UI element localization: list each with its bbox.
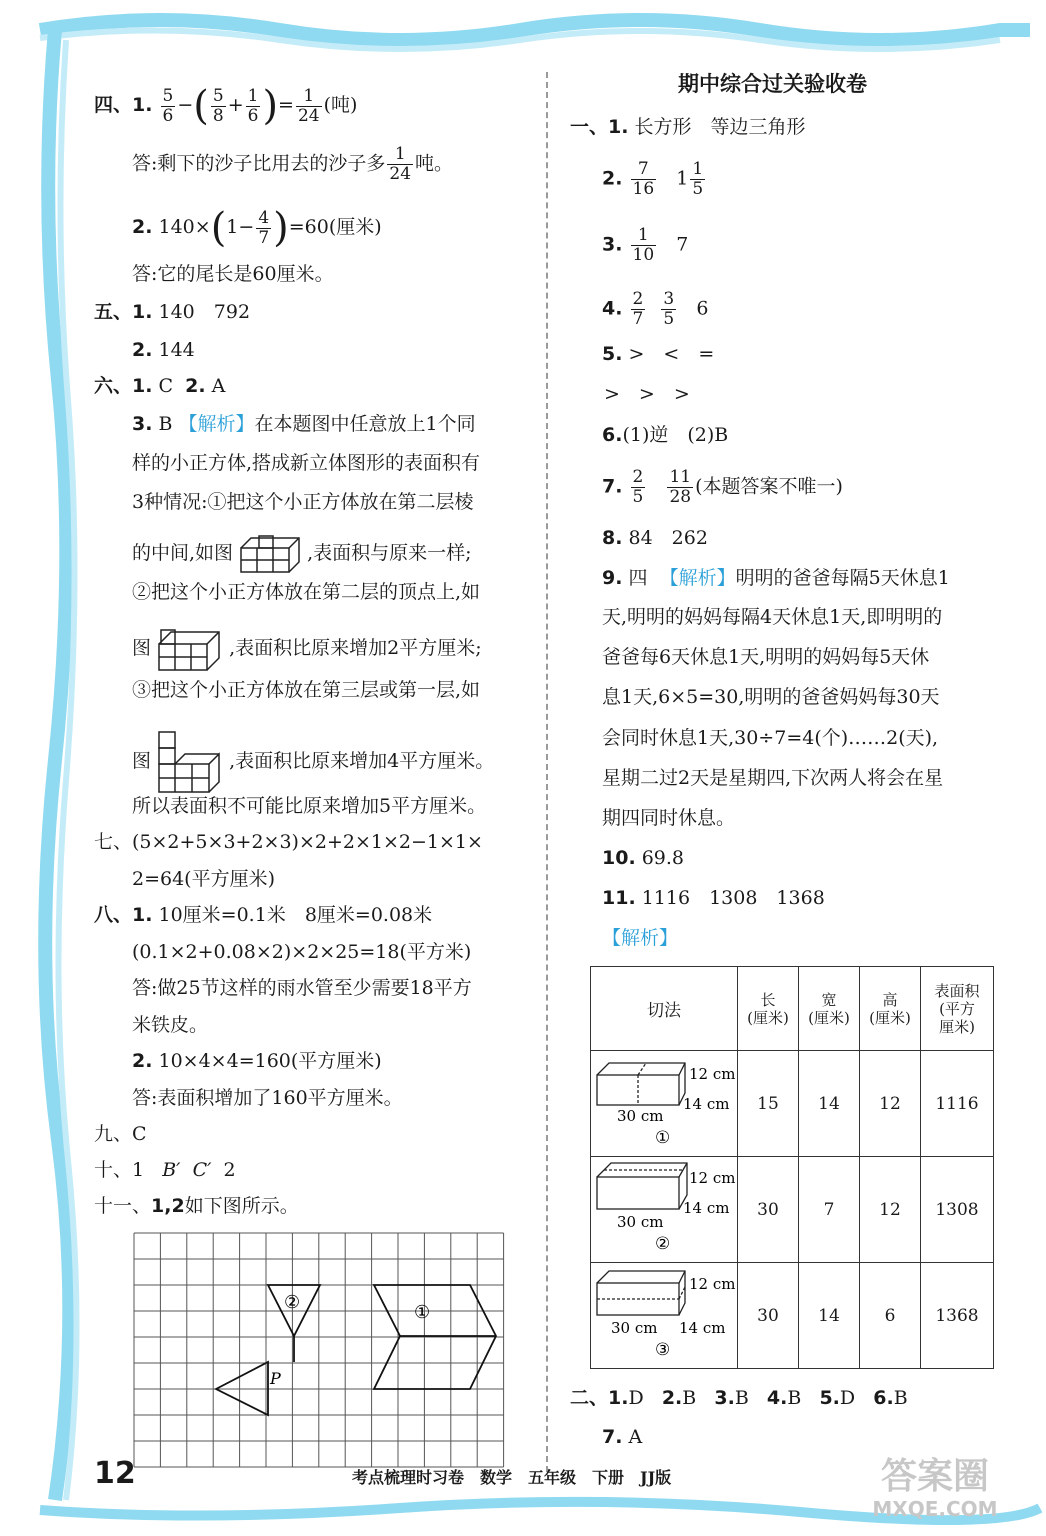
r-q5-row2: > > > <box>604 383 690 405</box>
r-s2-line2: 7. A <box>602 1426 643 1448</box>
r-q9-line1: 9. 四 【解析】明明的爸爸每隔5天休息1 <box>602 567 950 589</box>
r-q11-tag: 【解析】 <box>602 927 679 949</box>
svg-text:①: ① <box>655 1128 671 1148</box>
s6-line7: ③把这个小正方体放在第三层或第一层,如 <box>132 679 481 701</box>
cell-height: 12 <box>860 1051 921 1157</box>
s6-line8: 图 ,表面积比原来增加4平方厘米。 <box>132 730 494 794</box>
r-q9-line3: 爸爸每6天休息1天,明明的妈妈每5天休 <box>602 646 930 668</box>
s4-answer1: 答:剩下的沙子比用去的沙子多 $\frac{1}{24}$ 吨。 <box>132 144 454 184</box>
s8-answer2: 答:表面积增加了160平方厘米。 <box>132 1087 403 1109</box>
cell-area: 1368 <box>921 1263 994 1369</box>
cube-figure-2 <box>157 626 223 672</box>
header-width: 宽 (厘米) <box>799 967 860 1051</box>
cube-figure-1 <box>239 534 301 574</box>
r-q9-line5: 会同时休息1天,30÷7=4(个)……2(天), <box>602 727 939 749</box>
s8-line1: 八、1. 10厘米=0.1米 8厘米=0.08米 <box>94 904 433 926</box>
column-divider <box>546 72 548 1472</box>
transformation-grid <box>132 1232 508 1468</box>
svg-text:30 cm: 30 cm <box>617 1107 664 1125</box>
table-row <box>591 1157 994 1263</box>
cell-width: 14 <box>799 1051 860 1157</box>
cut-figure-3 <box>591 1263 738 1369</box>
cell-width: 14 <box>799 1263 860 1369</box>
r-q7: 7. $\frac{2}{5}$ $\frac{11}{28}$ (本题答案不唯一) <box>602 467 843 507</box>
svg-text:③: ③ <box>655 1340 671 1360</box>
s5-q1: 五、1. 140 792 <box>94 301 251 323</box>
table-row <box>591 1263 994 1369</box>
s8-line3: 答:做25节这样的雨水管至少需要18平方 <box>132 977 472 999</box>
r-q4: 4. $\frac{2}{7}$ $\frac{3}{5}$ 6 <box>602 289 709 329</box>
s6-line2: 样的小正方体,搭成新立体图形的表面积有 <box>132 452 481 474</box>
header-height: 高 (厘米) <box>860 967 921 1051</box>
cell-height: 12 <box>860 1157 921 1263</box>
cell-area: 1116 <box>921 1051 994 1157</box>
r-q9-line2: 天,明明的妈妈每隔4天休息1天,即明明的 <box>602 606 943 628</box>
r-q2: 2. $\frac{7}{16}$ 1 $\frac{1}{5}$ <box>602 159 704 199</box>
s10: 十、1 B′ C′ 2 <box>94 1159 236 1181</box>
page-title: 期中综合过关验收卷 <box>678 72 867 96</box>
svg-text:12 cm: 12 cm <box>689 1065 736 1083</box>
r-q8: 8. 84 262 <box>602 527 708 549</box>
s6-line3: 3种情况:①把这个小正方体放在第二层棱 <box>132 491 474 513</box>
s8-q2: 2. 10×4×4=160(平方厘米) <box>132 1050 382 1072</box>
cube-figure-3 <box>157 730 223 794</box>
r-q3: 3. $\frac{1}{10}$ 7 <box>602 225 689 265</box>
svg-text:30 cm: 30 cm <box>617 1213 664 1231</box>
s9: 九、C <box>94 1123 147 1145</box>
r-q6: 6.(1)逆 (2)B <box>602 424 729 446</box>
header-cut: 切法 <box>591 967 738 1051</box>
r-q5-row1: 5. > < = <box>602 343 715 365</box>
footer-book-title: 考点梳理时习卷 数学 五年级 下册 JJ版 <box>352 1468 672 1487</box>
s8-line4: 米铁皮。 <box>132 1014 209 1036</box>
point-p-label: P <box>270 1369 281 1388</box>
cell-width: 7 <box>799 1157 860 1263</box>
page-number: 12 <box>94 1456 136 1491</box>
svg-text:14 cm: 14 cm <box>683 1199 730 1217</box>
svg-text:12 cm: 12 cm <box>689 1169 736 1187</box>
table-row <box>591 1051 994 1157</box>
header-area: 表面积 (平方 厘米) <box>921 967 994 1051</box>
s7-line2: 2=64(平方厘米) <box>132 868 276 890</box>
s11: 十一、1,2如下图所示。 <box>94 1195 299 1217</box>
cell-area: 1308 <box>921 1157 994 1263</box>
cut-figure-1 <box>591 1051 738 1157</box>
table-header-row <box>591 967 994 1051</box>
s6-line4: 的中间,如图 ,表面积与原来一样; <box>132 534 472 574</box>
s4-q2-line: 2. 140×(1− $\frac{4}{7}$ )=60(厘米) <box>132 205 382 251</box>
r-q9-line4: 息1天,6×5=30,明明的爸爸妈妈每30天 <box>602 686 940 708</box>
r-s2-line1: 二、1.D 2.B 3.B 4.B 5.D 6.B <box>570 1387 908 1409</box>
s6-line9: 所以表面积不可能比原来增加5平方厘米。 <box>132 795 487 817</box>
cell-length: 30 <box>738 1157 799 1263</box>
s6-line5: ②把这个小正方体放在第二层的顶点上,如 <box>132 581 481 603</box>
r-q10: 10. 69.8 <box>602 847 685 869</box>
svg-text:②: ② <box>655 1234 671 1254</box>
s7-line1: 七、(5×2+5×3+2×3)×2+2×1×2−1×1× <box>94 831 483 853</box>
r-q11: 11. 1116 1308 1368 <box>602 887 825 909</box>
grid-lines <box>134 1233 504 1467</box>
figure-2-label: ② <box>284 1292 301 1313</box>
s5-q2: 2. 144 <box>132 339 195 361</box>
r-q9-line6: 星期二过2天是星期四,下次两人将会在星 <box>602 767 944 789</box>
svg-text:14 cm: 14 cm <box>683 1095 730 1113</box>
figure-1-label: ① <box>414 1302 431 1323</box>
s6-q3-line1: 3. B 【解析】在本题图中任意放上1个同 <box>132 413 476 435</box>
cut-figure-2 <box>591 1157 738 1263</box>
cell-length: 30 <box>738 1263 799 1369</box>
s8-line2: (0.1×2+0.08×2)×2×25=18(平方米) <box>132 941 472 963</box>
s6-q1-q2: 六、1. C 2. A <box>94 375 226 397</box>
watermark: 答案圈 MXQE.COM <box>872 1456 998 1521</box>
svg-text:30 cm: 30 cm <box>611 1319 658 1337</box>
cell-height: 6 <box>860 1263 921 1369</box>
s4-answer2: 答:它的尾长是60厘米。 <box>132 263 334 285</box>
svg-text:12 cm: 12 cm <box>689 1275 736 1293</box>
cell-length: 15 <box>738 1051 799 1157</box>
s4-q1-line: 四、1. $\frac{5}{6}$ −( $\frac{5}{8}$ + $\frac{1}{6}$ )= $\frac{1}{24}$ (吨) <box>94 83 358 129</box>
header-length: 长 (厘米) <box>738 967 799 1051</box>
r-q9-line7: 期四同时休息。 <box>602 807 736 829</box>
cutting-table <box>590 966 994 1369</box>
r-q1: 一、1. 长方形 等边三角形 <box>570 116 806 138</box>
s6-line6: 图 ,表面积比原来增加2平方厘米; <box>132 626 482 672</box>
svg-text:14 cm: 14 cm <box>679 1319 726 1337</box>
